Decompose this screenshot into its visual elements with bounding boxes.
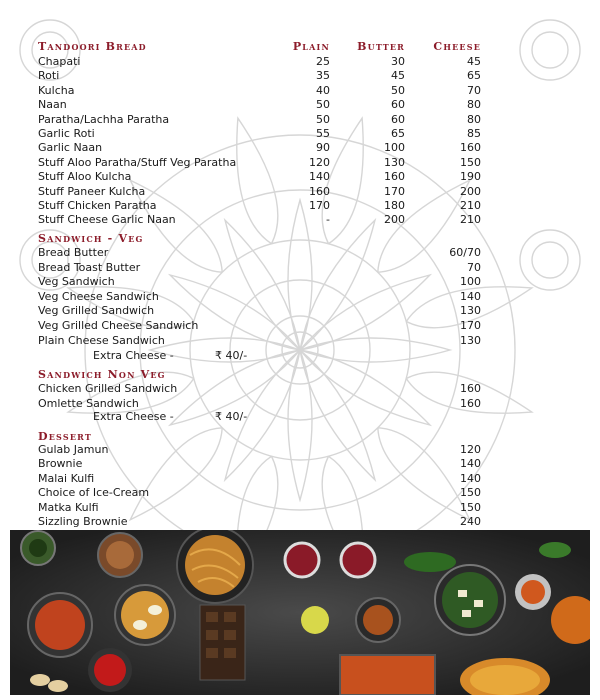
menu-item-name: Garlic Naan xyxy=(38,141,103,155)
menu-item-row xyxy=(10,397,590,411)
menu-item-name: Stuff Aloo Kulcha xyxy=(38,170,132,184)
menu-item-name: Omlette Sandwich xyxy=(38,396,139,410)
price-cheese: 85 xyxy=(467,127,481,140)
menu-item-name: Stuff Cheese Garlic Naan xyxy=(38,213,176,227)
menu-item-row xyxy=(10,275,590,289)
menu-item-price: 150 xyxy=(460,486,481,500)
price-plain: 25 xyxy=(316,55,330,68)
menu-item-name: Bread Toast Butter xyxy=(38,260,141,274)
price-butter: 65 xyxy=(391,127,405,140)
menu-item-name: Garlic Roti xyxy=(38,127,95,140)
menu-item-name: Paratha/Lachha Paratha xyxy=(38,112,170,126)
price-butter: 60 xyxy=(391,112,405,126)
price-plain: - xyxy=(326,213,330,227)
menu-item-name: Veg Grilled Sandwich xyxy=(38,304,155,318)
price-plain: 120 xyxy=(309,155,330,169)
menu-item-name: Plain Cheese Sandwich xyxy=(38,333,165,347)
price-butter: 45 xyxy=(391,69,405,83)
menu-item-name: Roti xyxy=(38,69,60,83)
price-plain: 35 xyxy=(316,69,330,83)
price-cheese: 45 xyxy=(467,55,481,68)
menu-item-row xyxy=(10,84,590,98)
price-cheese: 65 xyxy=(467,69,481,83)
menu-item-price: 160 xyxy=(460,396,481,410)
extra-cheese-label: Extra Cheese - xyxy=(93,349,174,362)
menu-item-name: Naan xyxy=(38,98,67,112)
menu-item-row xyxy=(10,443,590,457)
menu-item-price: 120 xyxy=(460,443,481,456)
menu-item-row xyxy=(10,319,590,333)
menu-item-price: 70 xyxy=(467,260,481,274)
menu-item-price: 240 xyxy=(460,515,481,528)
menu-item-price: 160 xyxy=(460,382,481,395)
menu-item-row xyxy=(10,334,590,348)
menu-item-price: 130 xyxy=(460,333,481,347)
food-spread-illustration xyxy=(10,530,590,695)
price-butter: 50 xyxy=(391,83,405,97)
price-cheese: 190 xyxy=(460,170,481,184)
menu-item-price: 100 xyxy=(460,275,481,289)
menu-item-row xyxy=(10,486,590,500)
column-header-cheese: Cheese xyxy=(433,40,481,53)
section-title-sandwich-veg: Sandwich - Veg xyxy=(38,232,144,245)
menu-item-name: Sizzling Brownie xyxy=(38,515,128,528)
extra-cheese-price-non-veg: ₹ 40/- xyxy=(215,410,248,423)
price-cheese: 80 xyxy=(467,98,481,112)
menu-item-row xyxy=(10,457,590,471)
menu-item-name: Brownie xyxy=(38,457,83,471)
price-plain: 50 xyxy=(316,98,330,112)
menu-item-name: Kulcha xyxy=(38,83,75,97)
menu-item-row xyxy=(10,55,590,69)
menu-item-price: 140 xyxy=(460,457,481,471)
menu-item-price: 130 xyxy=(460,304,481,318)
price-butter: 200 xyxy=(384,213,405,227)
column-header-plain: Plain xyxy=(292,40,330,53)
price-cheese: 150 xyxy=(460,155,481,169)
menu-item-name: Chicken Grilled Sandwich xyxy=(38,382,178,395)
price-plain: 140 xyxy=(309,170,330,184)
menu-item-row xyxy=(10,515,590,529)
price-butter: 130 xyxy=(384,155,405,169)
menu-item-name: Veg Grilled Cheese Sandwich xyxy=(38,319,199,332)
menu-item-row xyxy=(10,304,590,318)
extra-cheese-price: ₹ 40/- xyxy=(215,349,248,362)
section-title-sandwich-non-veg: Sandwich Non Veg xyxy=(38,368,166,381)
extra-cheese-label-non-veg: Extra Cheese - xyxy=(93,410,174,423)
price-cheese: 200 xyxy=(460,184,481,198)
menu-item-row xyxy=(10,156,590,170)
menu-item-name: Choice of Ice-Cream xyxy=(38,486,150,500)
menu-item-row xyxy=(10,69,590,83)
menu-item-row xyxy=(10,501,590,515)
menu-item-row xyxy=(10,141,590,155)
price-butter: 180 xyxy=(384,199,405,212)
price-butter: 30 xyxy=(391,55,405,68)
price-plain: 40 xyxy=(316,83,330,97)
price-cheese: 80 xyxy=(467,112,481,126)
menu-item-price: 150 xyxy=(460,500,481,514)
price-cheese: 70 xyxy=(467,83,481,97)
price-plain: 55 xyxy=(316,127,330,140)
menu-item-name: Gulab Jamun xyxy=(38,443,109,456)
menu-item-name: Veg Cheese Sandwich xyxy=(38,289,159,303)
menu-item-name: Matka Kulfi xyxy=(38,500,99,514)
food-spread-photo xyxy=(10,530,590,695)
menu-item-row xyxy=(10,382,590,396)
menu-item-name: Malai Kulfi xyxy=(38,471,95,485)
menu-item-row xyxy=(10,246,590,260)
menu-item-name: Chapati xyxy=(38,55,81,68)
menu-item-name: Veg Sandwich xyxy=(38,275,115,289)
price-cheese: 210 xyxy=(460,213,481,227)
menu-item-name: Stuff Chicken Paratha xyxy=(38,199,157,212)
section-title-tandoori-bread: Tandoori Bread xyxy=(38,40,147,53)
menu-item-row xyxy=(10,290,590,304)
menu-page xyxy=(10,10,590,530)
menu-item-row xyxy=(10,185,590,199)
price-cheese: 210 xyxy=(460,199,481,212)
price-butter: 60 xyxy=(391,98,405,112)
menu-item-name: Stuff Aloo Paratha/Stuff Veg Paratha xyxy=(38,155,237,169)
price-plain: 160 xyxy=(309,184,330,198)
price-cheese: 160 xyxy=(460,141,481,155)
column-header-butter: Butter xyxy=(357,40,405,53)
menu-item-name: Stuff Paneer Kulcha xyxy=(38,184,146,198)
price-plain: 170 xyxy=(309,199,330,212)
price-plain: 50 xyxy=(316,112,330,126)
menu-content xyxy=(10,10,590,530)
menu-item-row xyxy=(10,170,590,184)
price-butter: 160 xyxy=(384,170,405,184)
menu-item-row xyxy=(10,127,590,141)
menu-item-row xyxy=(10,113,590,127)
menu-item-price: 140 xyxy=(460,471,481,485)
menu-item-row xyxy=(10,213,590,227)
price-butter: 100 xyxy=(384,141,405,155)
menu-item-price: 170 xyxy=(460,319,481,332)
menu-item-row xyxy=(10,98,590,112)
menu-item-price: 140 xyxy=(460,289,481,303)
menu-item-name: Bread Butter xyxy=(38,246,109,259)
menu-item-row xyxy=(10,261,590,275)
price-plain: 90 xyxy=(316,141,330,155)
section-title-dessert: Dessert xyxy=(38,430,92,443)
menu-item-row xyxy=(10,472,590,486)
price-butter: 170 xyxy=(384,184,405,198)
menu-item-price: 60/70 xyxy=(449,246,481,259)
menu-item-row xyxy=(10,199,590,213)
